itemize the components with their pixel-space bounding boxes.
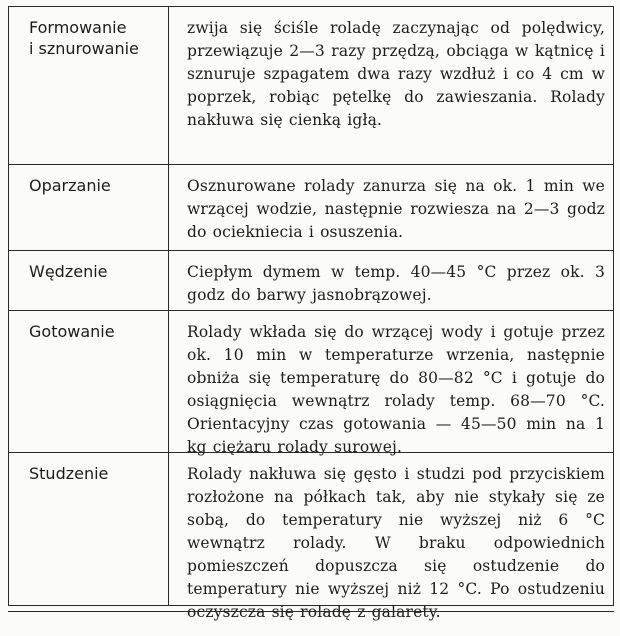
bottom-rule bbox=[8, 611, 614, 612]
row-description: Osznurowane rolady zanurza się na ok. 1 min we wrzącej wodzie, następnie rozwiesza na 2—3 godz do ociekniecia i osuszenia. bbox=[187, 177, 605, 241]
table-row-studzenie bbox=[9, 452, 613, 621]
process-table bbox=[8, 6, 614, 621]
row-description: Rolady wkłada się do wrzącej wody i gotuje przez ok. 10 min w temperaturze wrzenia, następnie obniża się temperaturę do 80—82 °C i gotuje do osiągnięcia wewnątrz rolady temp. 68—70 °C. Orientacyjny czas gotowania — 45—50 min na 1 kg ciężaru rolady surowej. bbox=[187, 323, 605, 456]
table-row-gotowanie bbox=[9, 310, 613, 456]
row-label: Studzenie bbox=[9, 453, 169, 605]
table-row-wedzenie bbox=[9, 250, 613, 310]
table-row-formowanie bbox=[9, 6, 613, 164]
row-label: Oparzanie bbox=[9, 165, 169, 250]
row-description: Rolady nakłuwa się gęsto i studzi pod przyciskiem rozłożone na półkach tak, aby nie stykały się ze sobą, do temperatury nie wyższej niż 6 °C wewnątrz rolady. W braku odpowiednich pomieszczeń dopuszcza się ostudzenie do temperatury nie wyższej niż 12 °C. Po ostudzeniu oczyszcza się roladę z galarety. bbox=[187, 465, 605, 621]
row-label: Formowanie i sznurowanie bbox=[9, 7, 169, 164]
row-description: Ciepłym dymem w temp. 40—45 °C przez ok. 3 godz do barwy jasnobrązowej. bbox=[187, 263, 605, 304]
row-label: Gotowanie bbox=[9, 311, 169, 452]
row-description: zwija się ściśle roladę zaczynając od polędwicy, przewiązuje 2—3 razy przędzą, obciąga w kątnicę i sznuruje szpagatem dwa razy wzdłuż i co 4 cm w poprzek, robiąc pętelkę do zawieszania. Rolady nakłuwa się cienką igłą. bbox=[187, 19, 605, 129]
table-row-oparzanie bbox=[9, 164, 613, 250]
row-label: Wędzenie bbox=[9, 251, 169, 310]
